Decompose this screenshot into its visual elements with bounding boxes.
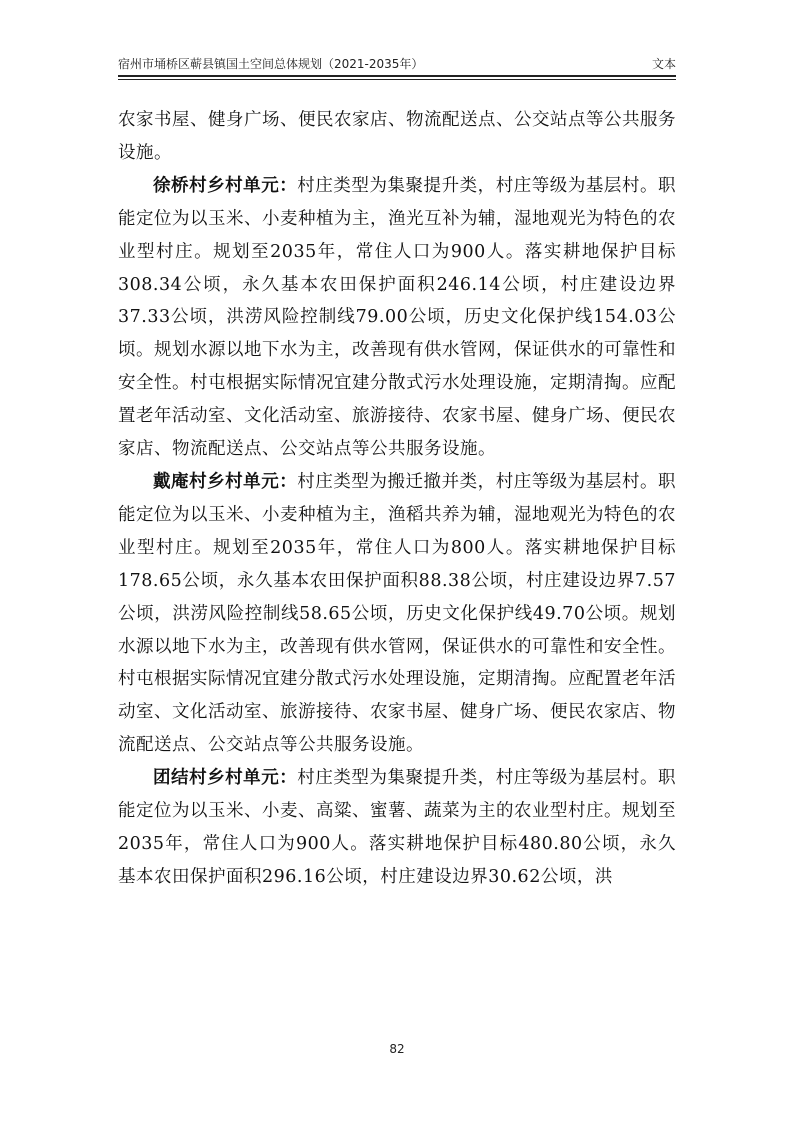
- paragraph-daian-unit: [118, 466, 676, 762]
- paragraph-heading: 团结村乡村单元：: [153, 768, 298, 789]
- paragraph-tuanjie-unit: [118, 762, 676, 894]
- page-footer: [0, 1042, 794, 1056]
- header-rule-thin: [118, 79, 676, 80]
- paragraph-text: 村庄类型为集聚提升类，村庄等级为基层村。职能定位为以玉米、小麦、高粱、蜜薯、蔬菜为主的农业型村庄。规划至2035年，常住人口为900人。落实耕地保护目标480.80公顷，永久基本农田保护面积296.16公顷，村庄建设边界30.62公顷，洪: [118, 768, 677, 887]
- header-rule: [118, 75, 676, 77]
- body-text: [118, 104, 676, 894]
- section-label: 文本: [651, 57, 676, 71]
- paragraph-text: 村庄类型为集聚提升类，村庄等级为基层村。职能定位为以玉米、小麦种植为主，渔光互补为辅，湿地观光为特色的农业型村庄。规划至2035年，常住人口为900人。落实耕地保护目标308.34公顷，永久基本农田保护面积246.14公顷，村庄建设边界37.33公顷，洪涝风险控制线79.00公顷，历史文化保护线154.03公顷。规划水源以地下水为主，改善现有供水管网，保证供水的可靠性和安全性。村屯根据实际情况宜建分散式污水处理设施，定期清掏。应配置老年活动室、文化活动室、旅游接待、农家书屋、健身广场、便民农家店、物流配送点、公交站点等公共服务设施。: [118, 175, 677, 460]
- document-title: 宿州市埇桥区蕲县镇国土空间总体规划（2021-2035年）: [118, 57, 424, 71]
- paragraph-heading: 徐桥村乡村单元：: [153, 175, 298, 196]
- paragraph-text: 村庄类型为搬迁撤并类，村庄等级为基层村。职能定位为以玉米、小麦种植为主，渔稻共养为辅，湿地观光为特色的农业型村庄。规划至2035年，常住人口为800人。落实耕地保护目标178.65公顷，永久基本农田保护面积88.38公顷，村庄建设边界7.57公顷，洪涝风险控制线58.65公顷，历史文化保护线49.70公顷。规划水源以地下水为主，改善现有供水管网，保证供水的可靠性和安全性。村屯根据实际情况宜建分散式污水处理设施，定期清掏。应配置老年活动室、文化活动室、旅游接待、农家书屋、健身广场、便民农家店、物流配送点、公交站点等公共服务设施。: [118, 471, 677, 756]
- page-header: [118, 52, 676, 72]
- paragraph-xuqiao-unit: [118, 170, 676, 466]
- paragraph-heading: 戴庵村乡村单元：: [153, 471, 298, 492]
- paragraph-continuation: [118, 104, 676, 170]
- paragraph-text: 农家书屋、健身广场、便民农家店、物流配送点、公交站点等公共服务设施。: [118, 110, 676, 163]
- page-number: 82: [389, 1042, 405, 1056]
